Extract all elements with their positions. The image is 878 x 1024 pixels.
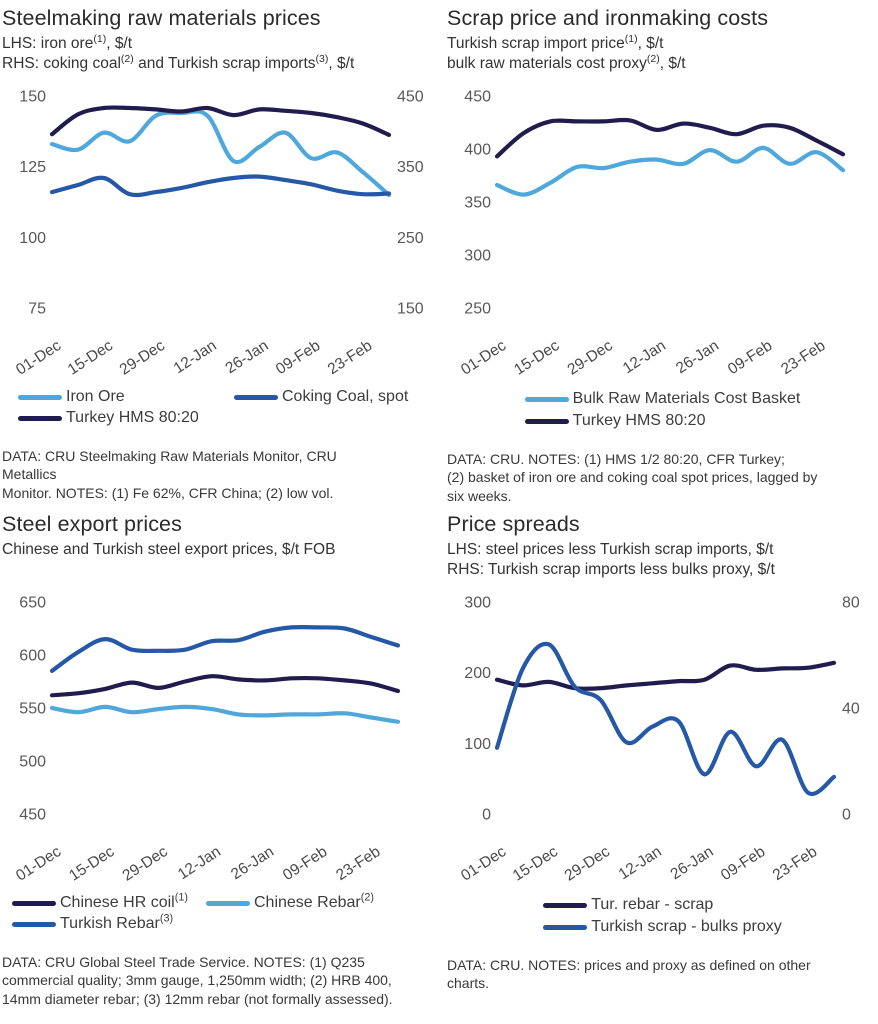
- chart-subtitle-line: RHS: coking coal$^{(2)}$ and Turkish scrap imports$^{(3)}$, $/t: [2, 53, 355, 73]
- chart-subtitle-line: bulk raw materials cost proxy$^{(2)}$, $/t: [447, 53, 686, 73]
- series-line-chinese-hr-coil-1: [52, 676, 398, 695]
- chart-subtitle: [2, 34, 439, 76]
- chart-title: Steel export prices: [2, 512, 182, 536]
- y2-axis-tick-label: 0: [842, 806, 851, 824]
- chart-note: DATA: CRU Steelmaking Raw Materials Monitor, CRU Metallics Monitor. NOTES: (1) Fe 62%, CFR China; (2) low vol.: [2, 448, 337, 501]
- chart-note: DATA: CRU Global Steel Trade Service. NOTES: (1) Q235 commercial quality; 3mm gauge, 1,250mm width; (2) HRB 400, 14mm diameter rebar; (3) 12mm rebar (not formally assessed).: [2, 954, 393, 1007]
- y-axis-tick-label: 350: [464, 194, 491, 212]
- chart-legend: [2, 388, 439, 427]
- x-axis-tick-label: 29-Dec: [564, 337, 616, 379]
- x-axis-tick-label: 15-Dec: [66, 843, 118, 885]
- chart-note: DATA: CRU. NOTES: (1) HMS 1/2 80:20, CFR Turkey; (2) basket of iron ore and coking coal spot prices, lagged by six weeks.: [447, 451, 818, 504]
- x-axis-tick-label: 29-Dec: [119, 843, 171, 885]
- y-axis-tick-label: 100: [19, 229, 46, 247]
- chart-subtitle-line: Chinese and Turkish steel export prices, $/t FOB: [2, 541, 336, 558]
- panel-scrap-price-ironmaking-costs: [441, 6, 878, 512]
- legend-item-bulk-raw-materials-cost-basket: [525, 390, 801, 408]
- y2-axis-tick-label: 250: [397, 229, 424, 247]
- x-axis-tick-label: 09-Feb: [272, 337, 324, 379]
- y-axis-tick-label: 100: [464, 735, 491, 753]
- chart-subtitle-line: Turkish scrap import price$^{(1)}$, $/t: [447, 32, 664, 52]
- x-axis-tick-label: 09-Feb: [279, 843, 331, 885]
- y-axis-tick-label: 500: [19, 753, 46, 771]
- chart-legend: [543, 896, 782, 936]
- chart-subtitle: [447, 540, 878, 582]
- legend-item-iron-ore: [18, 388, 234, 406]
- legend-swatch: [18, 416, 62, 421]
- legend-label: Chinese Rebar$^{(2)}$: [254, 891, 375, 911]
- legend-label: Coking Coal, spot: [282, 388, 409, 405]
- legend-swatch: [12, 922, 56, 927]
- x-axis-tick-label: 29-Dec: [116, 337, 168, 379]
- x-axis-tick-label: 01-Dec: [13, 843, 65, 885]
- y-axis-tick-label: 450: [19, 806, 46, 824]
- legend-label: Tur. rebar - scrap: [591, 896, 714, 913]
- x-axis-tick-label: 29-Dec: [561, 843, 613, 885]
- chart-legend: [525, 390, 801, 430]
- legend-label: Iron Ore: [66, 388, 125, 405]
- x-axis-tick-label: 01-Dec: [13, 337, 65, 379]
- x-axis-tick-label: 12-Jan: [170, 337, 220, 378]
- legend-label: Bulk Raw Materials Cost Basket: [572, 390, 801, 407]
- legend-label: Turkey HMS 80:20: [572, 412, 706, 429]
- chart-title: Steelmaking raw materials prices: [2, 6, 321, 30]
- panel-price-spreads: [441, 512, 878, 1024]
- x-axis-tick-label: 15-Dec: [509, 843, 561, 885]
- chart-legend: [2, 891, 439, 933]
- legend-item-chinese-hr-coil-1: [12, 891, 206, 912]
- legend-label: Turkey HMS 80:20: [66, 409, 199, 426]
- legend-swatch: [206, 901, 250, 906]
- chart-subtitle: [2, 540, 439, 582]
- y-axis-tick-label: 0: [482, 806, 491, 824]
- x-axis-tick-label: 09-Feb: [724, 337, 776, 379]
- y-axis-tick-label: 300: [464, 594, 491, 612]
- legend-item-turkey-hms-80-20: [525, 412, 801, 430]
- x-axis-tick-label: 26-Jan: [667, 843, 717, 884]
- y2-axis-tick-label: 450: [397, 88, 424, 106]
- x-axis-tick-label: 15-Dec: [64, 337, 116, 379]
- legend-item-turkish-rebar-3: [12, 912, 206, 933]
- legend-item-chinese-rebar-2: [206, 891, 439, 912]
- series-line-coking-coal-spot: [52, 176, 389, 195]
- y-axis-tick-label: 200: [464, 665, 491, 683]
- steelmaking-raw-materials-chart: [2, 76, 439, 388]
- y2-axis-tick-label: 150: [397, 300, 424, 318]
- legend-item-turkish-scrap-bulks-proxy: [543, 918, 782, 936]
- x-axis-tick-label: 26-Jan: [228, 843, 278, 884]
- scrap-price-ironmaking-costs-chart: [447, 76, 878, 388]
- legend-label: Turkish scrap - bulks proxy: [591, 918, 782, 935]
- series-line-tur-rebar-scrap: [497, 663, 834, 689]
- panel-steel-export-prices: [2, 512, 439, 1024]
- y-axis-tick-label: 550: [19, 700, 46, 718]
- legend-item-tur-rebar-scrap: [543, 896, 782, 914]
- x-axis-tick-label: 23-Feb: [333, 843, 384, 885]
- legend-swatch: [543, 903, 587, 908]
- y-axis-tick-label: 75: [28, 300, 46, 318]
- legend-label: Chinese HR coil$^{(1)}$: [60, 891, 189, 911]
- y-axis-tick-label: 650: [19, 594, 46, 612]
- series-line-bulk-raw-materials-cost-basket: [497, 148, 843, 195]
- chart-subtitle-line: RHS: Turkish scrap imports less bulks proxy, $/t: [447, 561, 775, 579]
- y-axis-tick-label: 600: [19, 647, 46, 665]
- chart-subtitle-line: LHS: iron ore$^{(1)}$, $/t: [2, 32, 133, 52]
- legend-item-turkey-hms-80-20: [18, 409, 234, 427]
- series-line-turkey-hms-80-20: [497, 120, 843, 156]
- x-axis-tick-label: 12-Jan: [615, 843, 665, 884]
- y2-axis-tick-label: 80: [842, 594, 860, 612]
- legend-swatch: [525, 397, 569, 402]
- legend-item-coking-coal-spot: [234, 388, 439, 406]
- series-line-turkish-rebar-3: [52, 627, 398, 671]
- y-axis-tick-label: 400: [464, 141, 491, 159]
- chart-subtitle-line: LHS: steel prices less Turkish scrap imports, $/t: [447, 541, 774, 558]
- x-axis-tick-label: 23-Feb: [324, 337, 376, 379]
- legend-swatch: [18, 395, 62, 400]
- y-axis-tick-label: 300: [464, 247, 491, 265]
- x-axis-tick-label: 23-Feb: [778, 337, 829, 379]
- x-axis-tick-label: 01-Dec: [458, 843, 510, 885]
- x-axis-tick-label: 26-Jan: [222, 337, 272, 378]
- chart-subtitle: [447, 34, 878, 76]
- y-axis-tick-label: 125: [19, 159, 46, 177]
- legend-swatch: [525, 419, 569, 424]
- series-line-iron-ore: [52, 111, 389, 195]
- x-axis-tick-label: 15-Dec: [511, 337, 563, 379]
- steel-export-prices-chart: [2, 582, 439, 894]
- x-axis-tick-label: 09-Feb: [717, 843, 769, 885]
- y-axis-tick-label: 150: [19, 88, 46, 106]
- y-axis-tick-label: 250: [464, 300, 491, 318]
- y2-axis-tick-label: 350: [397, 159, 424, 177]
- x-axis-tick-label: 26-Jan: [673, 337, 723, 378]
- legend-swatch: [234, 395, 278, 400]
- x-axis-tick-label: 12-Jan: [619, 337, 669, 378]
- series-line-chinese-rebar-2: [52, 707, 398, 722]
- chart-title: Price spreads: [447, 512, 580, 536]
- legend-swatch: [12, 901, 56, 906]
- legend-label: Turkish Rebar$^{(3)}$: [60, 912, 174, 932]
- chart-note: DATA: CRU. NOTES: prices and proxy as defined on other charts.: [447, 957, 811, 992]
- y-axis-tick-label: 450: [464, 88, 491, 106]
- y2-axis-tick-label: 40: [842, 700, 860, 718]
- x-axis-tick-label: 12-Jan: [174, 843, 224, 884]
- chart-title: Scrap price and ironmaking costs: [447, 6, 769, 30]
- legend-swatch: [543, 925, 587, 930]
- series-line-turkey-hms-80-20: [52, 108, 389, 135]
- x-axis-tick-label: 23-Feb: [769, 843, 821, 885]
- price-spreads-chart: [447, 582, 878, 894]
- panel-steelmaking-raw-materials: [2, 6, 439, 512]
- x-axis-tick-label: 01-Dec: [458, 337, 510, 379]
